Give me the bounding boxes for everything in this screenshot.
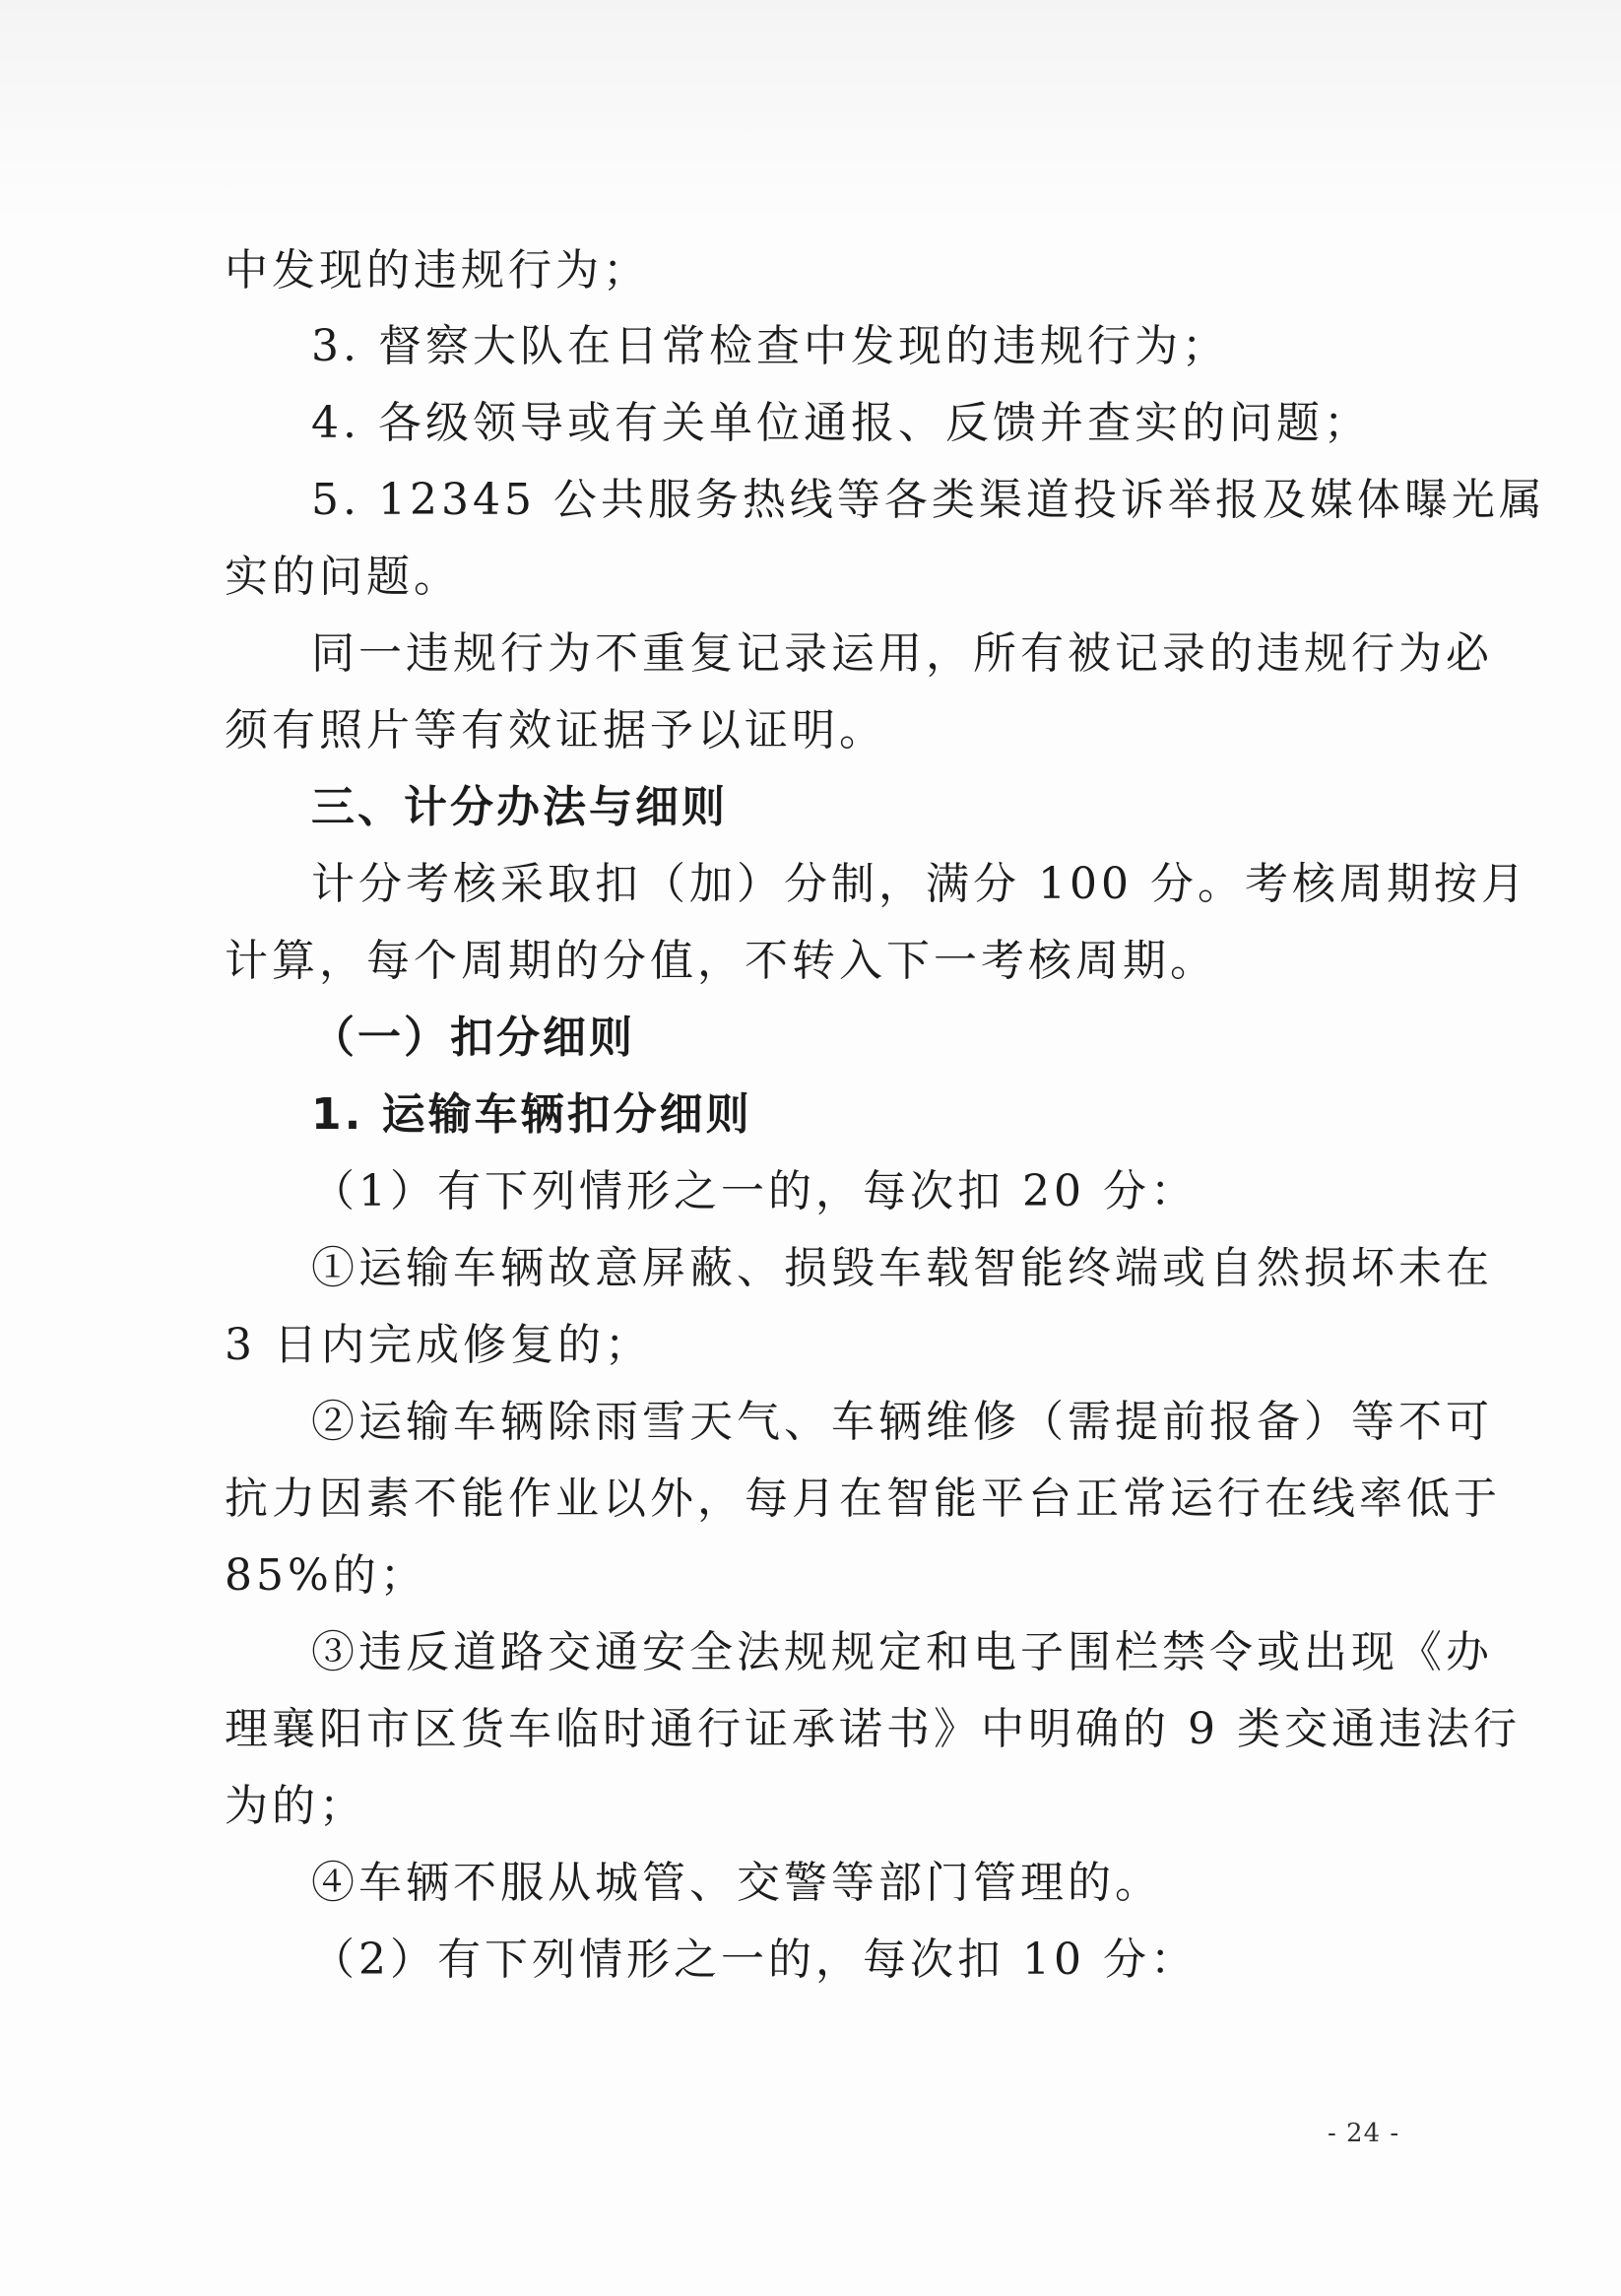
text-line-14: ①运输车辆故意屏蔽、损毁车载智能终端或自然损坏未在 bbox=[311, 1243, 1493, 1293]
text-line-21: 为的； bbox=[225, 1781, 366, 1831]
text-line-20: 理襄阳市区货车临时通行证承诺书》中明确的 9 类交通违法行 bbox=[225, 1704, 1521, 1754]
text-line-5: 实的问题。 bbox=[225, 552, 461, 602]
text-line-23: （2）有下列情形之一的，每次扣 10 分： bbox=[311, 1935, 1198, 1985]
text-line-1: 中发现的违规行为； bbox=[225, 245, 650, 295]
text-line-6: 同一违规行为不重复记录运用，所有被记录的违规行为必 bbox=[311, 628, 1493, 679]
text-line-4: 5. 12345 公共服务热线等各类渠道投诉举报及媒体曝光属 bbox=[311, 475, 1546, 525]
text-line-19: ③违反道路交通安全法规规定和电子围栏禁令或出现《办 bbox=[311, 1627, 1493, 1677]
text-line-10: 计算，每个周期的分值，不转入下一考核周期。 bbox=[225, 936, 1217, 986]
text-line-17: 抗力因素不能作业以外，每月在智能平台正常运行在线率低于 bbox=[225, 1474, 1501, 1524]
text-line-3: 4. 各级领导或有关单位通报、反馈并查实的问题； bbox=[311, 398, 1371, 448]
text-line-9: 计分考核采取扣（加）分制，满分 100 分。考核周期按月 bbox=[311, 859, 1528, 909]
page-number: - 24 - bbox=[1328, 2119, 1400, 2148]
text-line-13: （1）有下列情形之一的，每次扣 20 分： bbox=[311, 1166, 1198, 1216]
text-line-7: 须有照片等有效证据予以证明。 bbox=[225, 705, 886, 755]
text-line-22: ④车辆不服从城管、交警等部门管理的。 bbox=[311, 1858, 1162, 1908]
text-line-18: 85%的； bbox=[225, 1550, 427, 1601]
text-line-15: 3 日内完成修复的； bbox=[225, 1320, 652, 1370]
section-heading: 三、计分办法与细则 bbox=[311, 782, 728, 832]
text-line-16: ②运输车辆除雨雪天气、车辆维修（需提前报备）等不可 bbox=[311, 1397, 1493, 1447]
item-heading: 1. 运输车辆扣分细则 bbox=[311, 1089, 752, 1140]
text-line-2: 3. 督察大队在日常检查中发现的违规行为； bbox=[311, 321, 1229, 371]
subsection-heading: （一）扣分细则 bbox=[311, 1013, 635, 1063]
scan-shade bbox=[0, 0, 1621, 227]
